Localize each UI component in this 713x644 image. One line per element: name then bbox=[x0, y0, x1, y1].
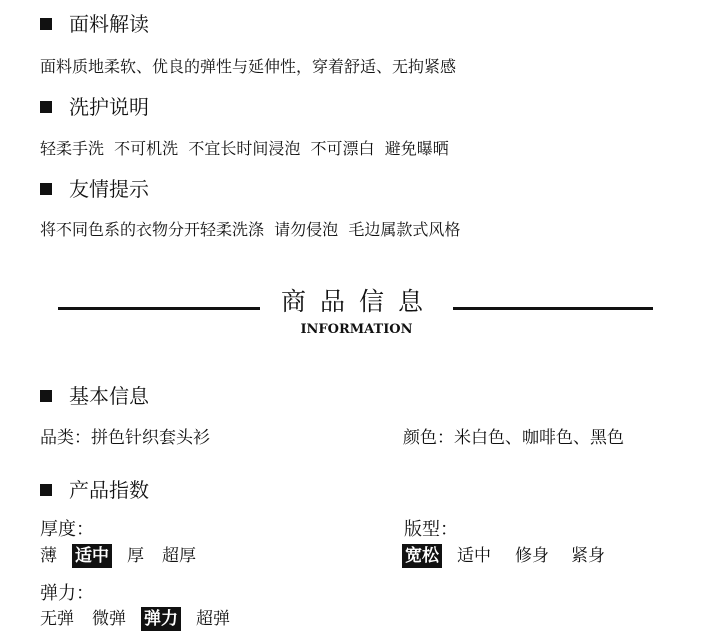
square-bullet-icon bbox=[40, 183, 52, 195]
thickness-label: 厚度： bbox=[40, 519, 94, 540]
fit-scale bbox=[402, 544, 620, 568]
color-text: 颜色：米白色、咖啡色、黑色 bbox=[403, 428, 624, 448]
square-bullet-icon bbox=[40, 18, 52, 30]
elasticity-label: 弹力： bbox=[40, 583, 94, 604]
section-heading-wash bbox=[40, 95, 149, 119]
divider-line-right bbox=[453, 307, 653, 310]
fit-option: 适中 bbox=[457, 546, 491, 566]
thickness-option-selected: 适中 bbox=[72, 544, 112, 568]
section-title: 产品指数 bbox=[69, 478, 149, 502]
elasticity-option: 微弹 bbox=[92, 609, 126, 629]
section-heading-basic bbox=[40, 384, 149, 408]
section-title: 基本信息 bbox=[69, 384, 149, 408]
elasticity-option: 超弹 bbox=[196, 609, 230, 629]
elasticity-scale bbox=[37, 607, 245, 631]
section-title: 洗护说明 bbox=[69, 95, 149, 119]
square-bullet-icon bbox=[40, 484, 52, 496]
section-title: 面料解读 bbox=[69, 12, 149, 36]
info-title: 商品信息 bbox=[281, 287, 438, 316]
fit-label: 版型： bbox=[404, 519, 458, 540]
divider-line-left bbox=[58, 307, 260, 310]
wash-instructions: 轻柔手洗 不可机洗 不宜长时间浸泡 不可漂白 避免曝晒 bbox=[40, 139, 449, 158]
tips-text: 将不同色系的衣物分开轻柔洗涤 请勿侵泡 毛边属款式风格 bbox=[40, 220, 461, 239]
info-header bbox=[0, 286, 713, 322]
thickness-option: 厚 bbox=[127, 546, 144, 566]
info-subtitle: INFORMATION bbox=[300, 322, 413, 337]
section-title: 友情提示 bbox=[69, 177, 149, 201]
elasticity-option: 无弹 bbox=[40, 609, 74, 629]
fabric-description: 面料质地柔软、优良的弹性与延伸性，穿着舒适、无拘紧感 bbox=[40, 57, 457, 76]
thickness-option: 薄 bbox=[40, 546, 57, 566]
fit-option-selected: 宽松 bbox=[402, 544, 442, 568]
fit-option: 修身 bbox=[515, 546, 549, 566]
section-heading-indices bbox=[40, 478, 149, 502]
square-bullet-icon bbox=[40, 390, 52, 402]
thickness-option: 超厚 bbox=[162, 546, 196, 566]
section-heading-tips bbox=[40, 177, 149, 201]
thickness-scale bbox=[37, 544, 211, 568]
elasticity-option-selected: 弹力 bbox=[141, 607, 181, 631]
section-heading-fabric bbox=[40, 12, 149, 36]
square-bullet-icon bbox=[40, 101, 52, 113]
fit-option: 紧身 bbox=[571, 546, 605, 566]
category-text: 品类：拼色针织套头衫 bbox=[40, 428, 210, 448]
